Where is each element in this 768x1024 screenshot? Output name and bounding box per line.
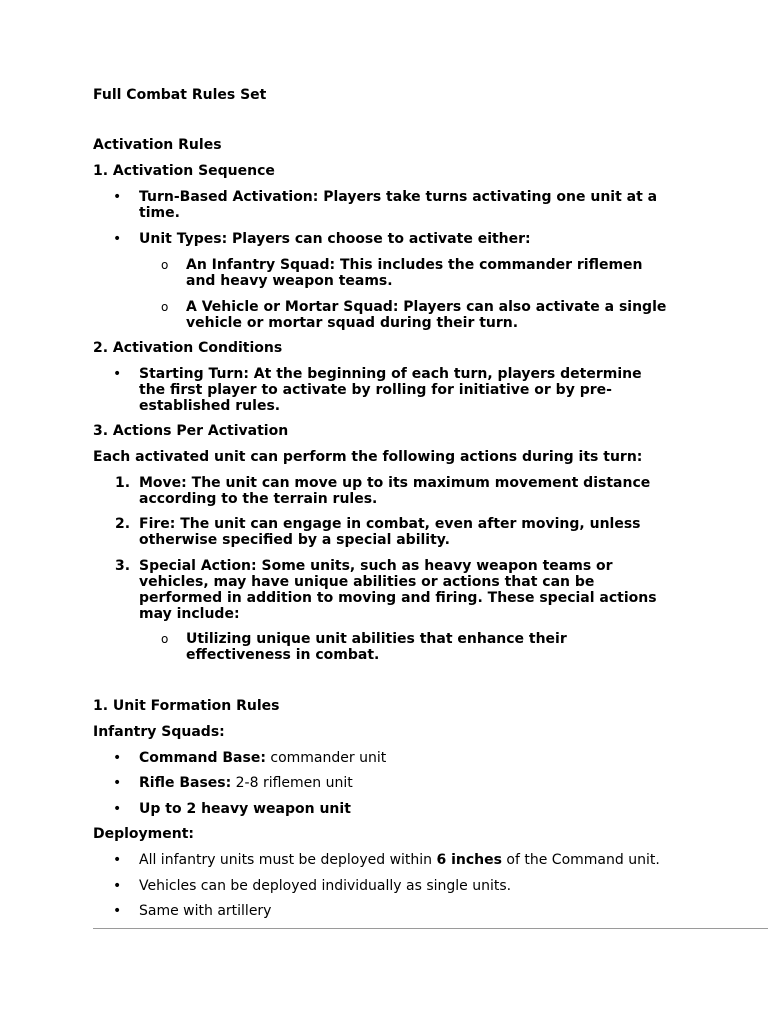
numbered-item-text: performed in addition to moving and firing. These special actions bbox=[139, 590, 657, 606]
document-title: Full Combat Rules Set bbox=[93, 87, 267, 103]
bullet-icon: • bbox=[113, 366, 122, 382]
numbered-item-text: otherwise specified by a special ability. bbox=[139, 532, 450, 548]
numbered-item-text: may include: bbox=[139, 606, 240, 622]
list-item-text: Vehicles can be deployed individually as single units. bbox=[139, 878, 512, 894]
list-item-label: Command Base: bbox=[139, 750, 266, 766]
list-item-text: Up to 2 heavy weapon unit bbox=[139, 801, 351, 817]
subsection-heading: 1. Activation Sequence bbox=[93, 163, 275, 179]
bullet-icon: • bbox=[113, 775, 122, 791]
list-item-emphasis: 6 inches bbox=[436, 852, 502, 868]
sub-list-item-text: vehicle or mortar squad during their turn. bbox=[186, 315, 519, 331]
bullet-icon: • bbox=[113, 231, 122, 247]
bullet-icon: • bbox=[113, 189, 122, 205]
list-item-text: Same with artillery bbox=[139, 903, 272, 919]
numbered-item-text: according to the terrain rules. bbox=[139, 491, 378, 507]
sub-list-item-text: and heavy weapon teams. bbox=[186, 273, 393, 289]
list-item-text: Turn-Based Activation: Players take turns activating one unit at a bbox=[139, 189, 658, 205]
list-item-text: the first player to activate by rolling for initiative or by pre- bbox=[139, 382, 612, 398]
numbered-item-text: Move: The unit can move up to its maximum movement distance bbox=[139, 475, 651, 491]
list-item-text-part: of the Command unit. bbox=[501, 852, 660, 868]
list-item-text: time. bbox=[139, 205, 180, 221]
sub-list-item-text: Utilizing unique unit abilities that enhance their bbox=[186, 631, 567, 647]
list-item-text: Starting Turn: At the beginning of each turn, players determine bbox=[139, 366, 642, 382]
sub-bullet-icon: o bbox=[161, 258, 169, 272]
list-item-value: 2-8 riflemen unit bbox=[231, 775, 353, 791]
numbered-item-text: vehicles, may have unique abilities or actions that can be bbox=[139, 574, 595, 590]
list-item-label: Rifle Bases: bbox=[139, 775, 232, 791]
sub-list-item-text: A Vehicle or Mortar Squad: Players can also activate a single bbox=[186, 299, 667, 315]
paragraph: Each activated unit can perform the following actions during its turn: bbox=[93, 449, 643, 465]
subsection-heading: 2. Activation Conditions bbox=[93, 340, 283, 356]
subsection-heading: Infantry Squads: bbox=[93, 724, 225, 740]
sub-list-item-text: An Infantry Squad: This includes the commander riflemen bbox=[186, 257, 643, 273]
bullet-icon: • bbox=[113, 903, 122, 919]
list-item-text: Unit Types: Players can choose to activate either: bbox=[139, 231, 531, 247]
sub-list-item-text: effectiveness in combat. bbox=[186, 647, 380, 663]
list-item-text-part: All infantry units must be deployed within bbox=[139, 852, 437, 868]
list-item-text bbox=[139, 750, 386, 766]
list-item-text bbox=[139, 775, 353, 791]
list-item-text bbox=[139, 852, 660, 868]
list-item-value: commander unit bbox=[265, 750, 387, 766]
section-heading: Activation Rules bbox=[93, 137, 222, 153]
list-number: 2. bbox=[115, 516, 131, 532]
horizontal-divider bbox=[93, 928, 768, 929]
list-item-text: established rules. bbox=[139, 398, 281, 414]
section-heading: 1. Unit Formation Rules bbox=[93, 698, 280, 714]
bullet-icon: • bbox=[113, 878, 122, 894]
list-number: 1. bbox=[115, 475, 131, 491]
bullet-icon: • bbox=[113, 750, 122, 766]
bullet-icon: • bbox=[113, 852, 122, 868]
numbered-item-text: Special Action: Some units, such as heavy weapon teams or bbox=[139, 558, 613, 574]
numbered-item-text: Fire: The unit can engage in combat, even after moving, unless bbox=[139, 516, 641, 532]
subsection-heading: Deployment: bbox=[93, 826, 195, 842]
subsection-heading: 3. Actions Per Activation bbox=[93, 423, 289, 439]
sub-bullet-icon: o bbox=[161, 632, 169, 646]
bullet-icon: • bbox=[113, 801, 122, 817]
sub-bullet-icon: o bbox=[161, 300, 169, 314]
list-number: 3. bbox=[115, 558, 131, 574]
